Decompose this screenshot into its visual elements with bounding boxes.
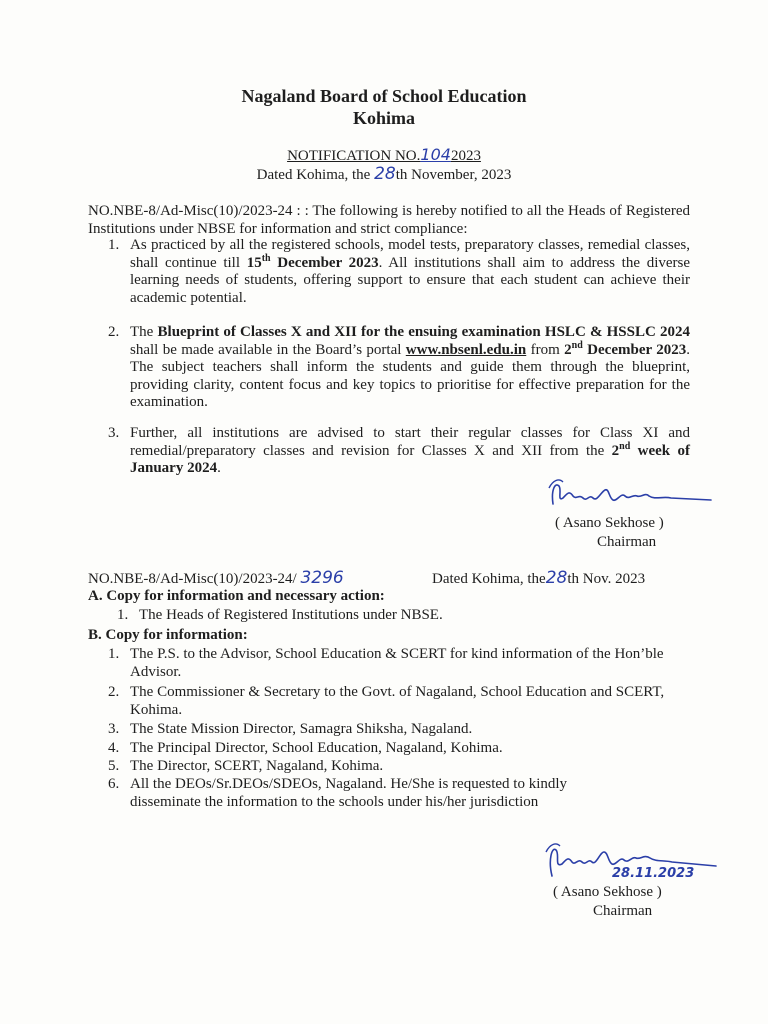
section-a-item-text: The Heads of Registered Institutions under NBSE. xyxy=(139,607,443,623)
chairman-signature-1 xyxy=(545,476,715,518)
memo-date: Dated Kohima, the28th Nov. 2023 xyxy=(432,568,646,588)
section-b-item-5-text: The Director, SCERT, Nagaland, Kohima. xyxy=(130,758,384,774)
notification-number xyxy=(0,145,768,165)
notification-prefix: NOTIFICATION NO. xyxy=(287,148,421,164)
item-1-text: As practiced by all the registered schools, model tests, preparatory classes, remedial classes, shall continue till 15th December 2023. All institutions shall aim to address the diverse learning needs of students, offering support to ensure that each student can achieve their academic potential. xyxy=(130,237,691,306)
section-b-item-6-text: All the DEOs/Sr.DEOs/SDEOs, Nagaland. He/She is requested to kindly disseminate the information to the schools under his/her jurisdiction xyxy=(130,776,568,810)
section-b-heading: B. Copy for information: xyxy=(88,627,248,643)
item-3-number: 3. xyxy=(108,425,120,441)
date-suffix: th November, 2023 xyxy=(395,167,512,183)
memo-reference: NO.NBE-8/Ad-Misc(10)/2023-24/ 3296 xyxy=(88,568,344,588)
section-b-item-6-number: 6. xyxy=(108,776,120,792)
memo-number-handwritten: 3296 xyxy=(300,568,344,588)
org-name: Nagaland Board of School Education xyxy=(241,86,527,106)
section-b-item-4-number: 4. xyxy=(108,740,120,756)
signatory-1-title: Chairman xyxy=(597,534,657,550)
section-b-item-5-number: 5. xyxy=(108,758,120,774)
section-b-item-1-number: 1. xyxy=(108,646,120,662)
section-b-item-3-text: The State Mission Director, Samagra Shiksha, Nagaland. xyxy=(130,721,473,737)
section-b-item-1-text: The P.S. to the Advisor, School Education & SCERT for kind information of the Hon’ble Advisor. xyxy=(130,646,664,680)
notification-date xyxy=(0,164,768,184)
section-b-item-2-number: 2. xyxy=(108,684,120,700)
section-a-item-number: 1. xyxy=(117,607,129,623)
notification-year: 2023 xyxy=(450,148,481,164)
date-prefix: Dated Kohima, the xyxy=(256,167,375,183)
section-b-item-3-number: 3. xyxy=(108,721,120,737)
item-1-number: 1. xyxy=(108,237,120,253)
signatory-2-title: Chairman xyxy=(593,903,653,919)
section-b-item-4-text: The Principal Director, School Education, Nagaland, Kohima. xyxy=(130,740,503,756)
intro-paragraph: NO.NBE-8/Ad-Misc(10)/2023-24 : : The following is hereby notified to all the Heads of Registered Institutions under NBSE for information and strict compliance: xyxy=(88,203,690,237)
memo-day-handwritten: 28 xyxy=(545,568,568,588)
signature-2-date-handwritten: 28.11.2023 xyxy=(612,866,695,881)
section-b-item-2-text: The Commissioner & Secretary to the Govt. of Nagaland, School Education and SCERT, Kohima. xyxy=(130,684,665,718)
date-day-handwritten: 28 xyxy=(374,164,396,184)
item-2-number: 2. xyxy=(108,324,120,340)
item-3-text: Further, all institutions are advised to start their regular classes for Class XI and remedial/preparatory classes and revision for Classes X and XII from the 2nd week of January 2024. xyxy=(130,425,690,476)
item-2-text: The Blueprint of Classes X and XII for the ensuing examination HSLC & HSSLC 2024 shall be made available in the Board’s portal www.nbsenl.edu.in from 2nd December 2023. The subject teachers shall inform the students and guide them through the blueprint, providing clarity, content focus and key topics to prioritise for effective preparation for the examination. xyxy=(130,324,690,410)
signatory-2-name: ( Asano Sekhose ) xyxy=(553,884,662,900)
org-city: Kohima xyxy=(352,108,415,128)
portal-link[interactable]: www.nbsenl.edu.in xyxy=(405,341,527,358)
notification-number-handwritten: 104 xyxy=(420,145,451,164)
section-a-heading: A. Copy for information and necessary action: xyxy=(88,588,385,604)
signatory-1-name: ( Asano Sekhose ) xyxy=(555,515,664,531)
